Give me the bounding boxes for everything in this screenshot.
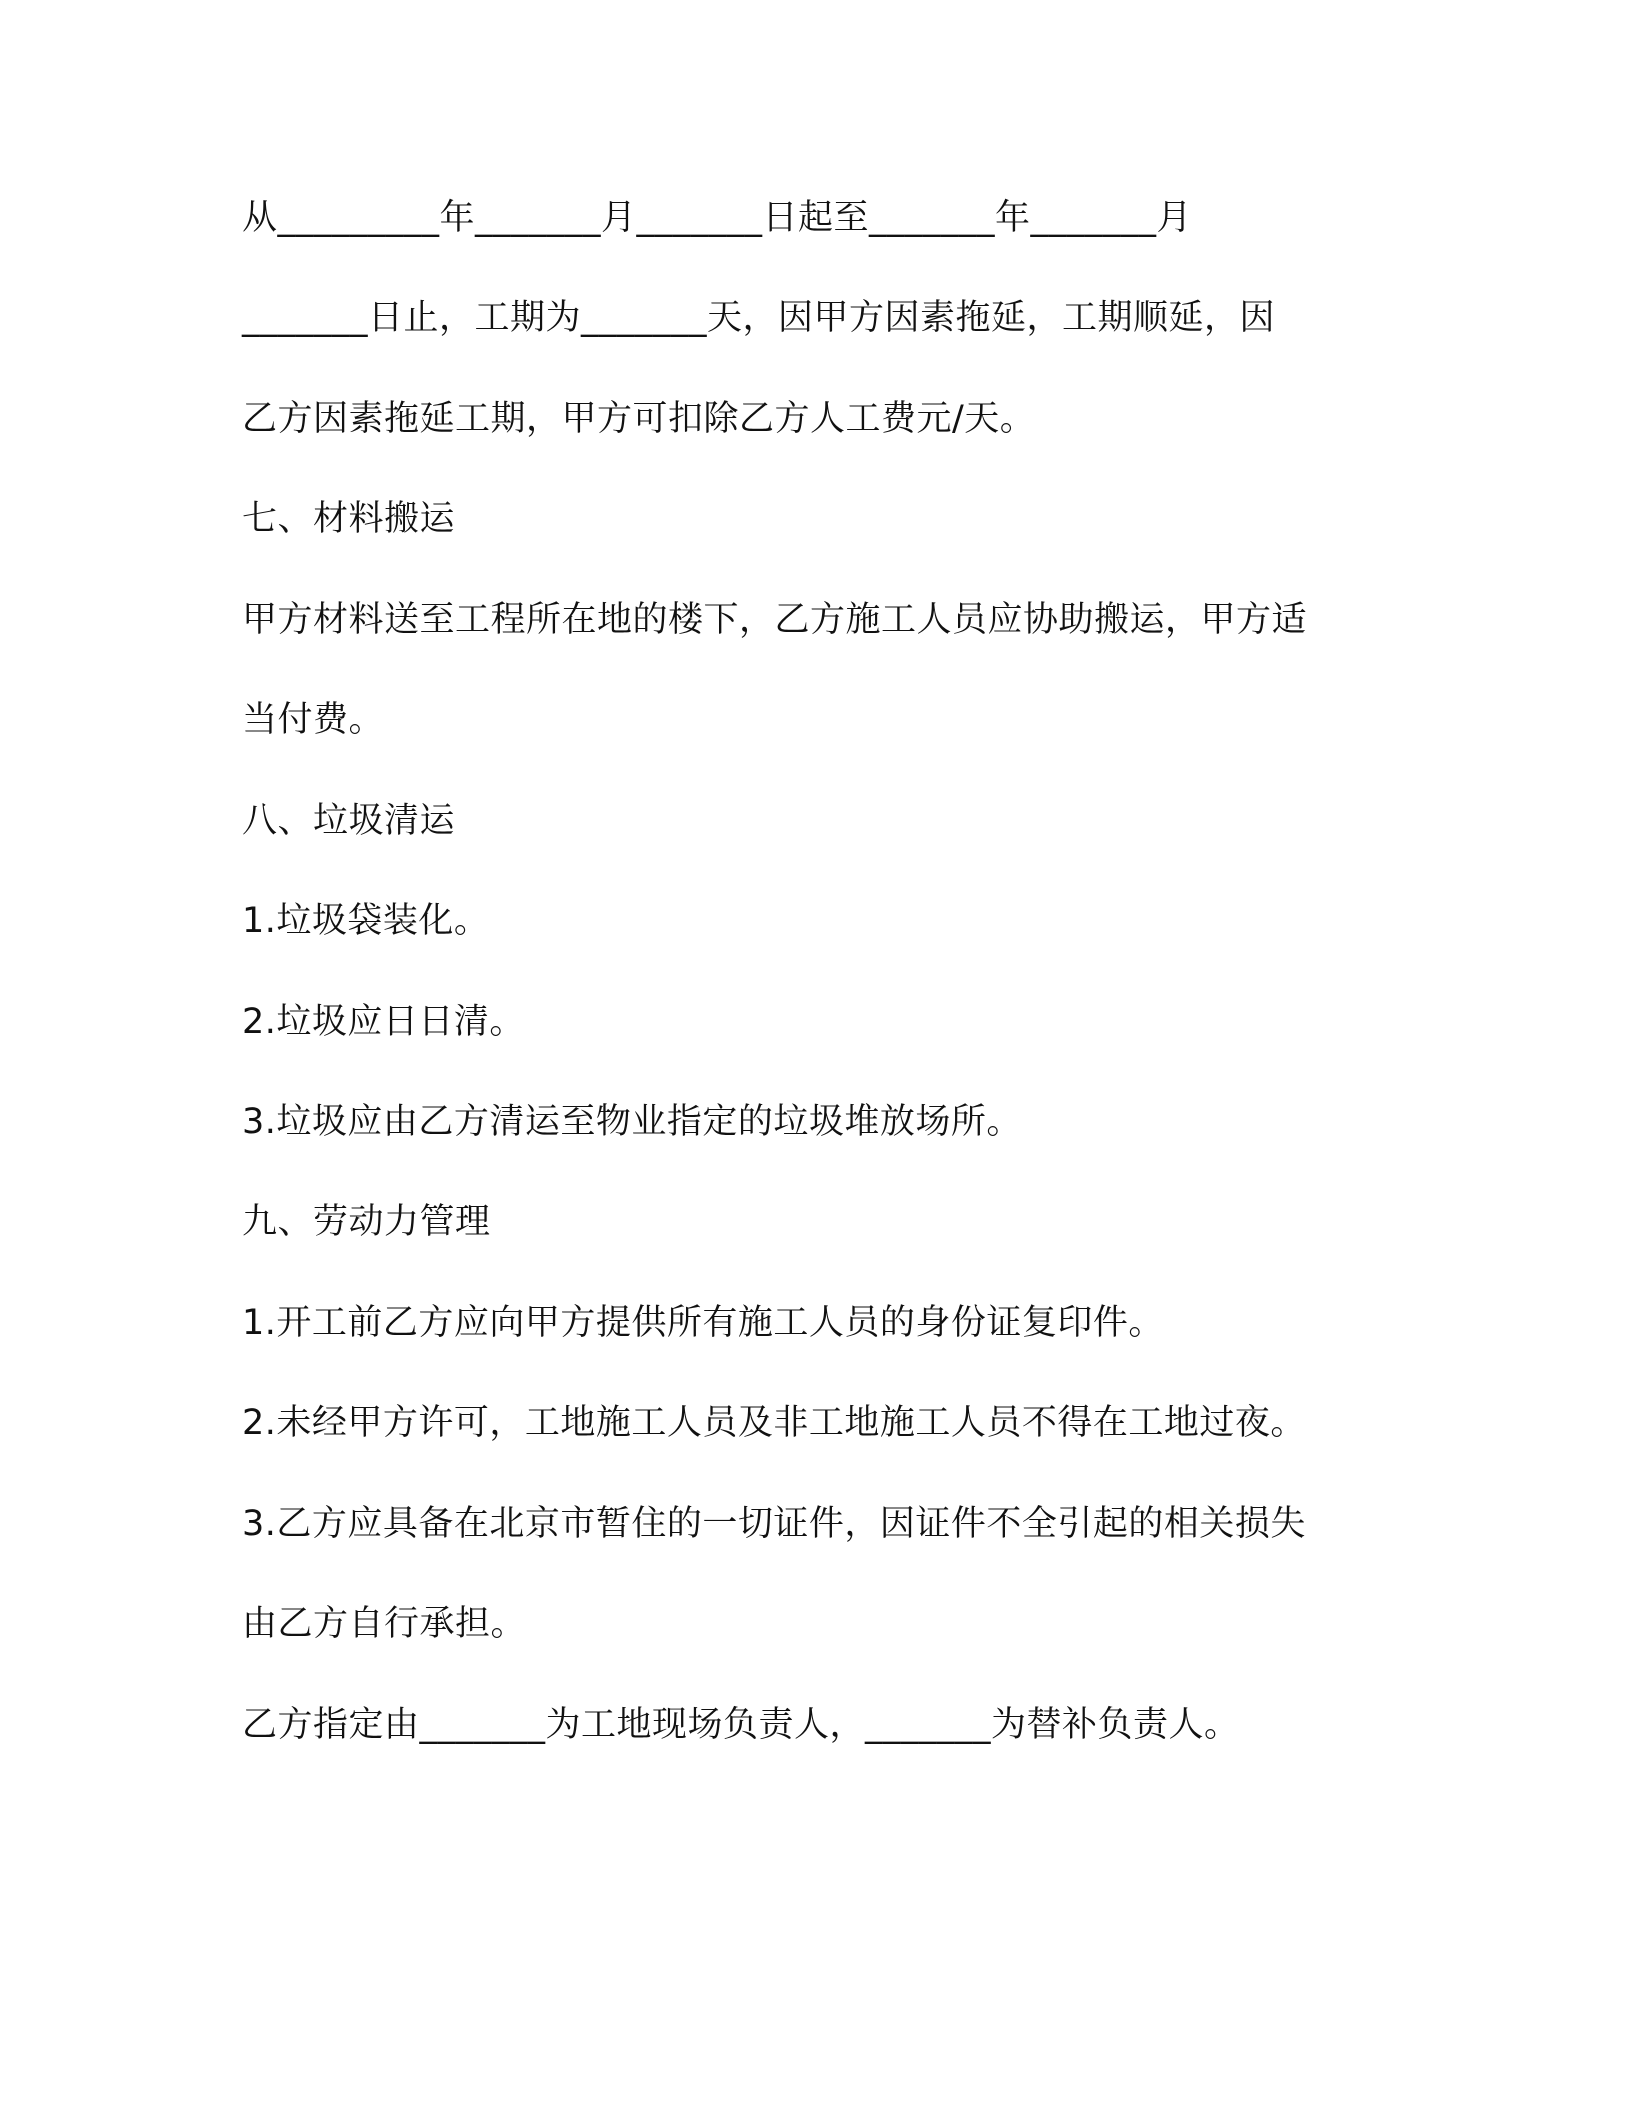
text-line-material-transport: 甲方材料送至工程所在地的楼下，乙方施工人员应协助搬运，甲方适 <box>242 600 1308 640</box>
list-item-labor-2: 2.未经甲方许可，工地施工人员及非工地施工人员不得在工地过夜。 <box>242 1403 1306 1443</box>
list-item-labor-1: 1.开工前乙方应向甲方提供所有施工人员的身份证复印件。 <box>242 1303 1164 1343</box>
text-line-delay-penalty: 乙方因素拖延工期，甲方可扣除乙方人工费元/天。 <box>242 399 1036 439</box>
list-item-labor-3: 3.乙方应具备在北京市暂住的一切证件，因证件不全引起的相关损失 <box>242 1504 1306 1544</box>
list-item-garbage-2: 2.垃圾应日日清。 <box>242 1002 525 1042</box>
section-heading-labor-management: 九、劳动力管理 <box>242 1202 491 1242</box>
list-item-garbage-3: 3.垃圾应由乙方清运至物业指定的垃圾堆放场所。 <box>242 1102 1022 1142</box>
section-heading-garbage-removal: 八、垃圾清运 <box>242 801 456 841</box>
text-line-material-transport-cont: 当付费。 <box>242 700 385 740</box>
text-line-work-period-dates: 从_________年_______月_______日起至_______年_______月 <box>242 198 1193 238</box>
list-item-labor-3-cont: 由乙方自行承担。 <box>242 1604 527 1644</box>
list-item-garbage-1: 1.垃圾袋装化。 <box>242 901 490 941</box>
text-line-work-period-duration: _______日止，工期为_______天，因甲方因素拖延，工期顺延，因 <box>242 298 1276 338</box>
section-heading-material-transport: 七、材料搬运 <box>242 499 456 539</box>
text-line-site-supervisor: 乙方指定由_______为工地现场负责人，_______为替补负责人。 <box>242 1705 1240 1745</box>
